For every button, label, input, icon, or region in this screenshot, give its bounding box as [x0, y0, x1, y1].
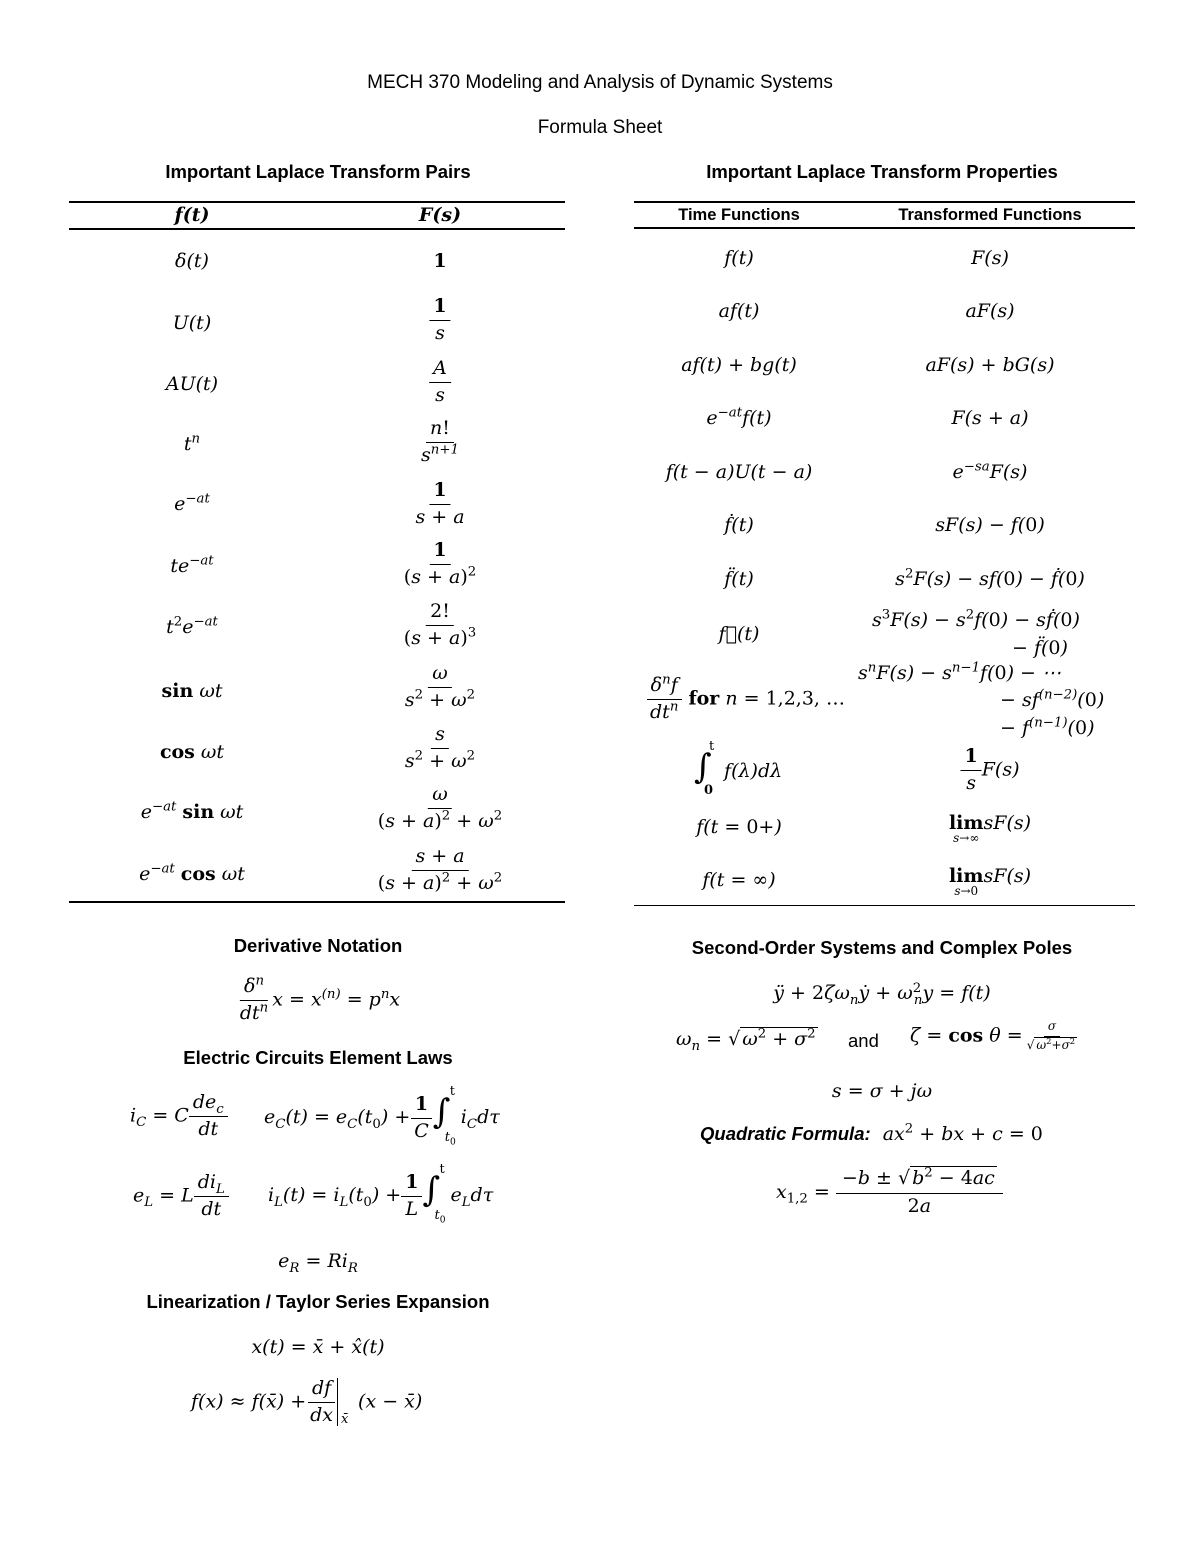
prop-time-1: f(t): [724, 247, 754, 269]
prop-time-9: $\frac{\delta^nf}{dt^n}$ for n = 1,2,3, …: [646, 675, 845, 724]
pairs-col-time: f(t): [174, 204, 210, 226]
pair-time-cos: cos ωt: [159, 741, 225, 763]
prop-freq-3: aF(s) + bG(s): [925, 354, 1055, 376]
prop-freq-12: lim s→0 sF(s): [948, 865, 1032, 898]
inductor-integral: $i_L(t) = i_L(t_0)$ + $\frac{1}{L}$ ∫ t $t_0$ $e_Ld\tau$: [268, 1162, 494, 1226]
second-order-ode: ÿ + $2\zeta\omega_nẏ + \omega^2_ny = f(t)$: [773, 980, 991, 1008]
pair-time-dsin: $e^{-at}$ sin ωt: [140, 799, 244, 823]
prop-freq-9b: − $sf^{(n-2)}(0)$: [1000, 687, 1105, 711]
prop-time-3: af(t) + bg(t): [681, 354, 797, 376]
pair-time-t2exp: $t^2e^{-at}$: [166, 614, 218, 638]
prop-freq-4: F(s + a): [951, 407, 1029, 429]
pair-freq-dcos: $\frac{s + a}{(s + a)^2 + \omega^2}$: [377, 845, 503, 894]
circuits-heading: Electric Circuits Element Laws: [183, 1047, 453, 1068]
quadratic-label: Quadratic Formula:: [700, 1123, 871, 1144]
derivative-notation-heading: Derivative Notation: [233, 935, 403, 956]
prop-freq-9c: − $f^{(n-1)}(0)$: [1000, 715, 1095, 739]
prop-time-10: ∫ t 0 f(λ)dλ: [694, 739, 783, 798]
pair-time-sin: sin ωt: [161, 680, 223, 702]
props-header-rule: [634, 227, 1135, 229]
resistor-law: $e_R = Ri_R$: [278, 1250, 358, 1276]
props-bottom-rule: [634, 905, 1135, 906]
prop-freq-9a: $s^nF(s) - s^{n-1}f(0)$ − ⋯: [858, 660, 1061, 684]
pair-time-dcos: $e^{-at}$ cos ωt: [139, 861, 245, 885]
prop-freq-8b: − f̈(0): [1012, 637, 1068, 659]
pair-freq-dsin: $\frac{\omega}{(s + a)^2 + \omega^2}$: [377, 783, 503, 832]
derivative-notation-formula: $\frac{\delta^n}{dt^n}$ $x = x^{(n)} = p^nx$: [239, 973, 401, 1024]
pairs-header-rule: [69, 228, 565, 230]
prop-time-2: af(t): [718, 300, 760, 322]
document-subtitle: Formula Sheet: [537, 117, 663, 138]
laplace-pairs-heading: Important Laplace Transform Pairs: [165, 161, 471, 182]
taylor-expansion: f(x) ≈ f(x̄) + $\frac{df}{dx}$ x̄ (x − x̄): [191, 1377, 423, 1428]
pair-time-impulse: δ(t): [175, 250, 209, 272]
props-col-freq: Transformed Functions: [898, 206, 1082, 224]
damping-ratio: ζ = cos θ = $\frac{\sigma}{√ \omega^2+\sigma^2}$: [910, 1019, 1076, 1052]
capacitor-integral: $e_C(t) = e_C(t_0)$ + $\frac{1}{C}$ ∫ t $t_0$ $i_Cd\tau$: [264, 1084, 500, 1148]
pair-freq-t2exp: $\frac{2!}{(s + a)^3}$: [403, 600, 477, 649]
props-top-rule: [634, 201, 1135, 203]
laplace-properties-heading: Important Laplace Transform Properties: [706, 161, 1058, 182]
pairs-top-rule: [69, 201, 565, 203]
pairs-col-freq: F(s): [418, 204, 462, 226]
document-title: MECH 370 Modeling and Analysis of Dynamic Systems: [367, 72, 833, 93]
inductor-law: $e_L = L$ $\frac{di_L}{dt}$: [133, 1172, 229, 1221]
prop-time-5: f(t − a)U(t − a): [665, 461, 813, 483]
pair-freq-astep: $\frac{A}{s}$: [429, 358, 451, 407]
pair-time-exp: $e^{-at}$: [174, 491, 210, 515]
prop-time-11: f(t = 0+): [696, 816, 782, 838]
capacitor-law: $i_C = C$ $\frac{de_c}{dt}$: [130, 1092, 228, 1141]
and-word: and: [848, 1030, 879, 1051]
prop-freq-11: lim s→∞ sF(s): [948, 812, 1032, 845]
prop-freq-2: aF(s): [965, 300, 1015, 322]
prop-time-12: f(t = ∞): [702, 869, 776, 891]
prop-freq-1: F(s): [971, 247, 1009, 269]
prop-freq-8a: $s^3F(s) - s^2f(0)$ − sḟ(0): [872, 607, 1080, 631]
prop-time-6: ḟ(t): [724, 514, 754, 536]
prop-freq-6: sF(s) − f(0): [935, 514, 1045, 536]
prop-freq-10: $\frac{1}{s}$ F(s): [961, 746, 1020, 795]
pair-freq-impulse: 1: [433, 250, 447, 272]
quadratic-line: Quadratic Formula: $ax^2$ + bx + c = 0: [700, 1121, 1043, 1145]
pairs-bottom-rule: [69, 901, 565, 903]
pair-freq-cos: $\frac{s}{s^2 + \omega^2}$: [404, 723, 476, 772]
pair-time-power: $t^n$: [183, 431, 201, 455]
pair-freq-step: $\frac{1}{s}$: [429, 296, 450, 345]
props-col-time: Time Functions: [678, 206, 800, 224]
pair-freq-exp: $\frac{1}{s + a}$: [415, 479, 465, 528]
pair-freq-texp: $\frac{1}{(s + a)^2}$: [403, 539, 477, 588]
quadratic-solution: $x_{1,2}$ = $\frac{-b \pm √ b^2 - 4ac}{2a}$: [776, 1168, 1003, 1218]
natural-frequency: $\omega_n$ = √ $\omega^2 + \sigma^2$: [676, 1026, 816, 1054]
linearization-decomposition: x(t) = x̄ + x̂(t): [251, 1336, 385, 1358]
second-order-heading: Second-Order Systems and Complex Poles: [691, 937, 1073, 958]
pair-freq-sin: $\frac{\omega}{s^2 + \omega^2}$: [404, 662, 476, 711]
complex-pole: s = σ + jω: [831, 1080, 933, 1102]
pair-freq-power: $\frac{n!}{s^{n+1}}$: [421, 417, 459, 466]
prop-time-8: f⃛(t): [718, 623, 760, 645]
prop-freq-7: $s^2F(s) - sf(0)$ − ḟ(0): [895, 566, 1085, 590]
pair-time-texp: $te^{-at}$: [170, 553, 214, 577]
pair-time-step: U(t): [172, 312, 212, 334]
pair-time-astep: AU(t): [165, 373, 219, 395]
prop-freq-5: $e^{-sa}F(s)$: [952, 459, 1028, 483]
prop-time-7: f̈(t): [724, 568, 754, 590]
prop-time-4: $e^{-at}f(t)$: [706, 405, 772, 429]
linearization-heading: Linearization / Taylor Series Expansion: [146, 1291, 490, 1312]
